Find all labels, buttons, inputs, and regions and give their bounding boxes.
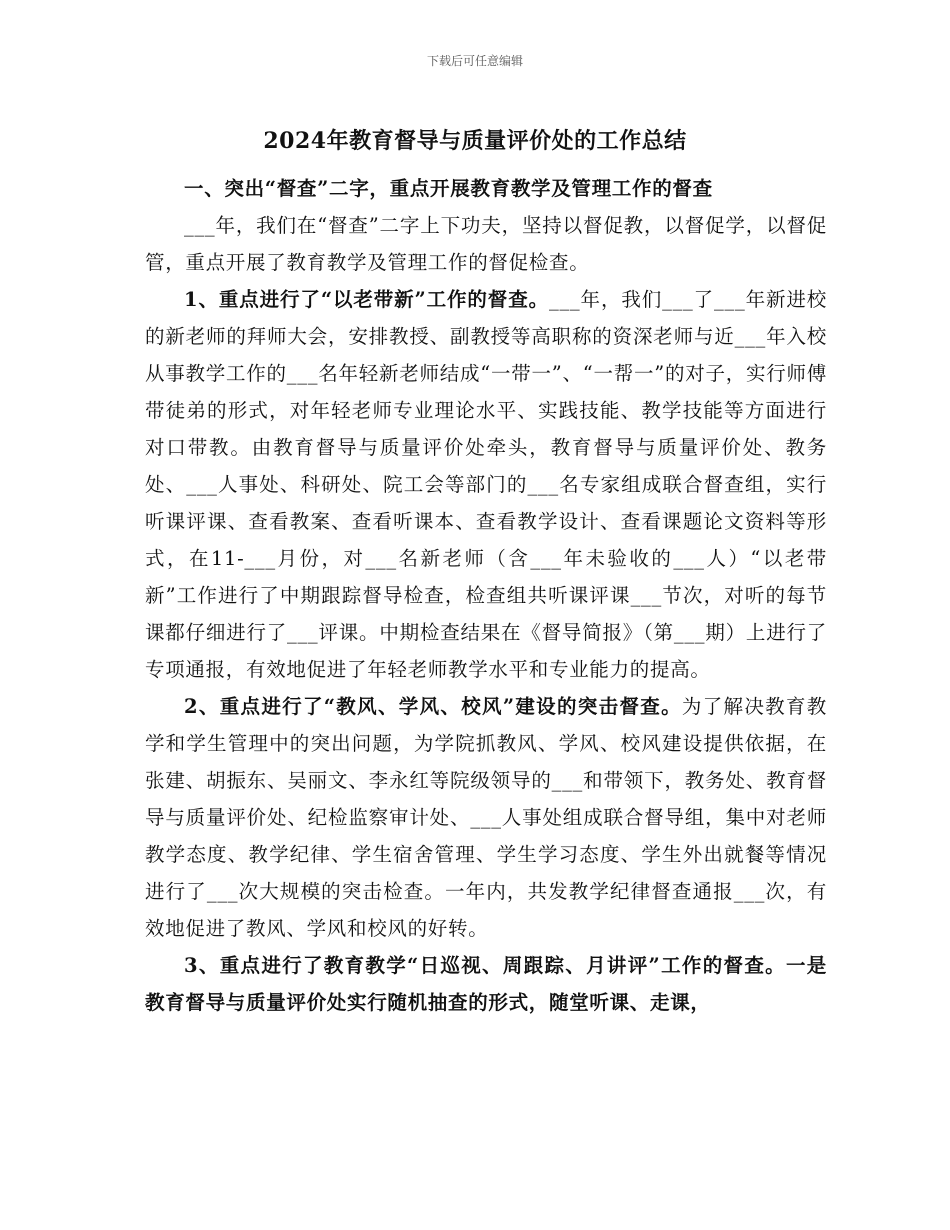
item-paragraph-1 — [145, 281, 827, 688]
item-text-1: ___年，我们___了___年新进校的新老师的拜师大会，安排教授、副教授等高职称的资深老师与近___年入校从事教学工作的___名年轻新老师结成“一带一”、“一帮一”的对子，实行师傅带徒弟的形式，对年轻老师专业理论水平、实践技能、教学技能等方面进行对口带教。由教育督导与质量评价处牵头，教育督导与质量评价处、教务处、___人事处、科研处、院工会等部门的___名专家组成联合督查组，实行听课评课、查看教案、查看听课本、查看教学设计、查看课题论文资料等形式，在11-___月份，对___名新老师（含___年未验收的___人）“以老带新”工作进行了中期跟踪督导检查，检查组共听课评课___节次，对听的每节课都仔细进行了___评课。中期检查结果在《督导简报》（第___期）上进行了专项通报，有效地促进了年轻老师教学水平和专业能力的提高。 — [145, 288, 827, 681]
section-heading: 一、突出“督查”二字，重点开展教育教学及管理工作的督查 — [184, 177, 713, 200]
header-note: 下载后可任意编辑 — [426, 54, 523, 68]
document-body — [145, 170, 827, 1021]
item-paragraph-2 — [145, 688, 827, 947]
item-heading-3: 3、重点进行了教育教学“日巡视、周跟踪、月讲评”工作的督查。 — [184, 954, 786, 977]
section-intro-paragraph: ___年，我们在“督查”二字上下功夫，坚持以督促教，以督促学，以督促管，重点开展了教育教学及管理工作的督促检查。 — [145, 214, 827, 274]
item-text-3: 一是教育督导与质量评价处实行随机抽查的形式，随堂听课、走课， — [145, 954, 827, 1014]
item-heading-2: 2、重点进行了“教风、学风、校风”建设的突击督查。 — [184, 695, 682, 718]
item-heading-1: 1、重点进行了“以老带新”工作的督查。 — [184, 288, 549, 311]
item-text-2: 为了解决教育教学和学生管理中的突出问题，为学院抓教风、学风、校风建设提供依据，在张建、胡振东、吴丽文、李永红等院级领导的___和带领下，教务处、教育督导与质量评价处、纪检监察审计处、___人事处组成联合督导组，集中对老师教学态度、教学纪律、学生宿舍管理、学生学习态度、学生外出就餐等情况进行了___次大规模的突击检查。一年内，共发教学纪律督查通报___次，有效地促进了教风、学风和校风的好转。 — [145, 695, 827, 940]
item-paragraph-3 — [145, 947, 827, 1021]
document-title: 2024年教育督导与质量评价处的工作总结 — [263, 128, 687, 154]
